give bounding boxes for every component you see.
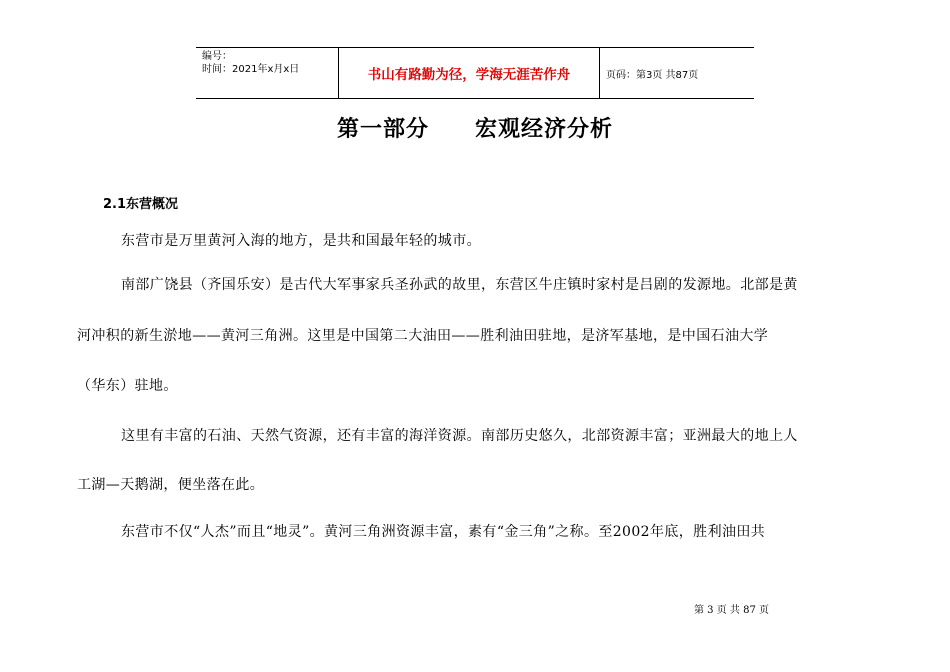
paragraph-line: 工湖—天鹅湖，便坐落在此。 — [77, 477, 265, 493]
paragraph-line: 南部广饶县（齐国乐安）是古代大军事家兵圣孙武的故里，东营区牛庄镇时家村是吕剧的发源地。北部是黄 — [121, 277, 798, 293]
time-label: 时间：2021年x月x日 — [202, 64, 300, 75]
paragraph-line: 河冲积的新生淤地——黄河三角洲。这里是中国第二大油田——胜利油田驻地，是济军基地，是中国石油大学 — [77, 328, 769, 344]
paragraph-line: （华东）驻地。 — [77, 378, 178, 394]
header-left-cell — [196, 48, 338, 98]
motto-cell — [338, 48, 600, 98]
paragraph-line: 东营市不仅“人杰”而且“地灵”。黄河三角洲资源丰富，素有“金三角”之称。至2002年底，胜利油田共 — [121, 524, 766, 540]
page-info-cell — [600, 48, 754, 98]
paragraph-line: 这里有丰富的石油、天然气资源，还有丰富的海洋资源。南部历史悠久，北部资源丰富；亚洲最大的地上人 — [121, 428, 798, 444]
paragraph-line: 东营市是万里黄河入海的地方，是共和国最年轻的城市。 — [121, 233, 481, 249]
footer-page-number: 第 3 页 共 87 页 — [694, 605, 769, 616]
header-table — [196, 47, 754, 99]
page-info-text: 页码：第3页 共87页 — [606, 69, 699, 81]
page-title: 第一部分 宏观经济分析 — [336, 117, 613, 142]
motto-text: 书山有路勤为径，学海无涯苦作舟 — [367, 67, 571, 83]
number-label: 编号： — [202, 51, 232, 62]
section-heading: 2.1东营概况 — [103, 197, 179, 212]
